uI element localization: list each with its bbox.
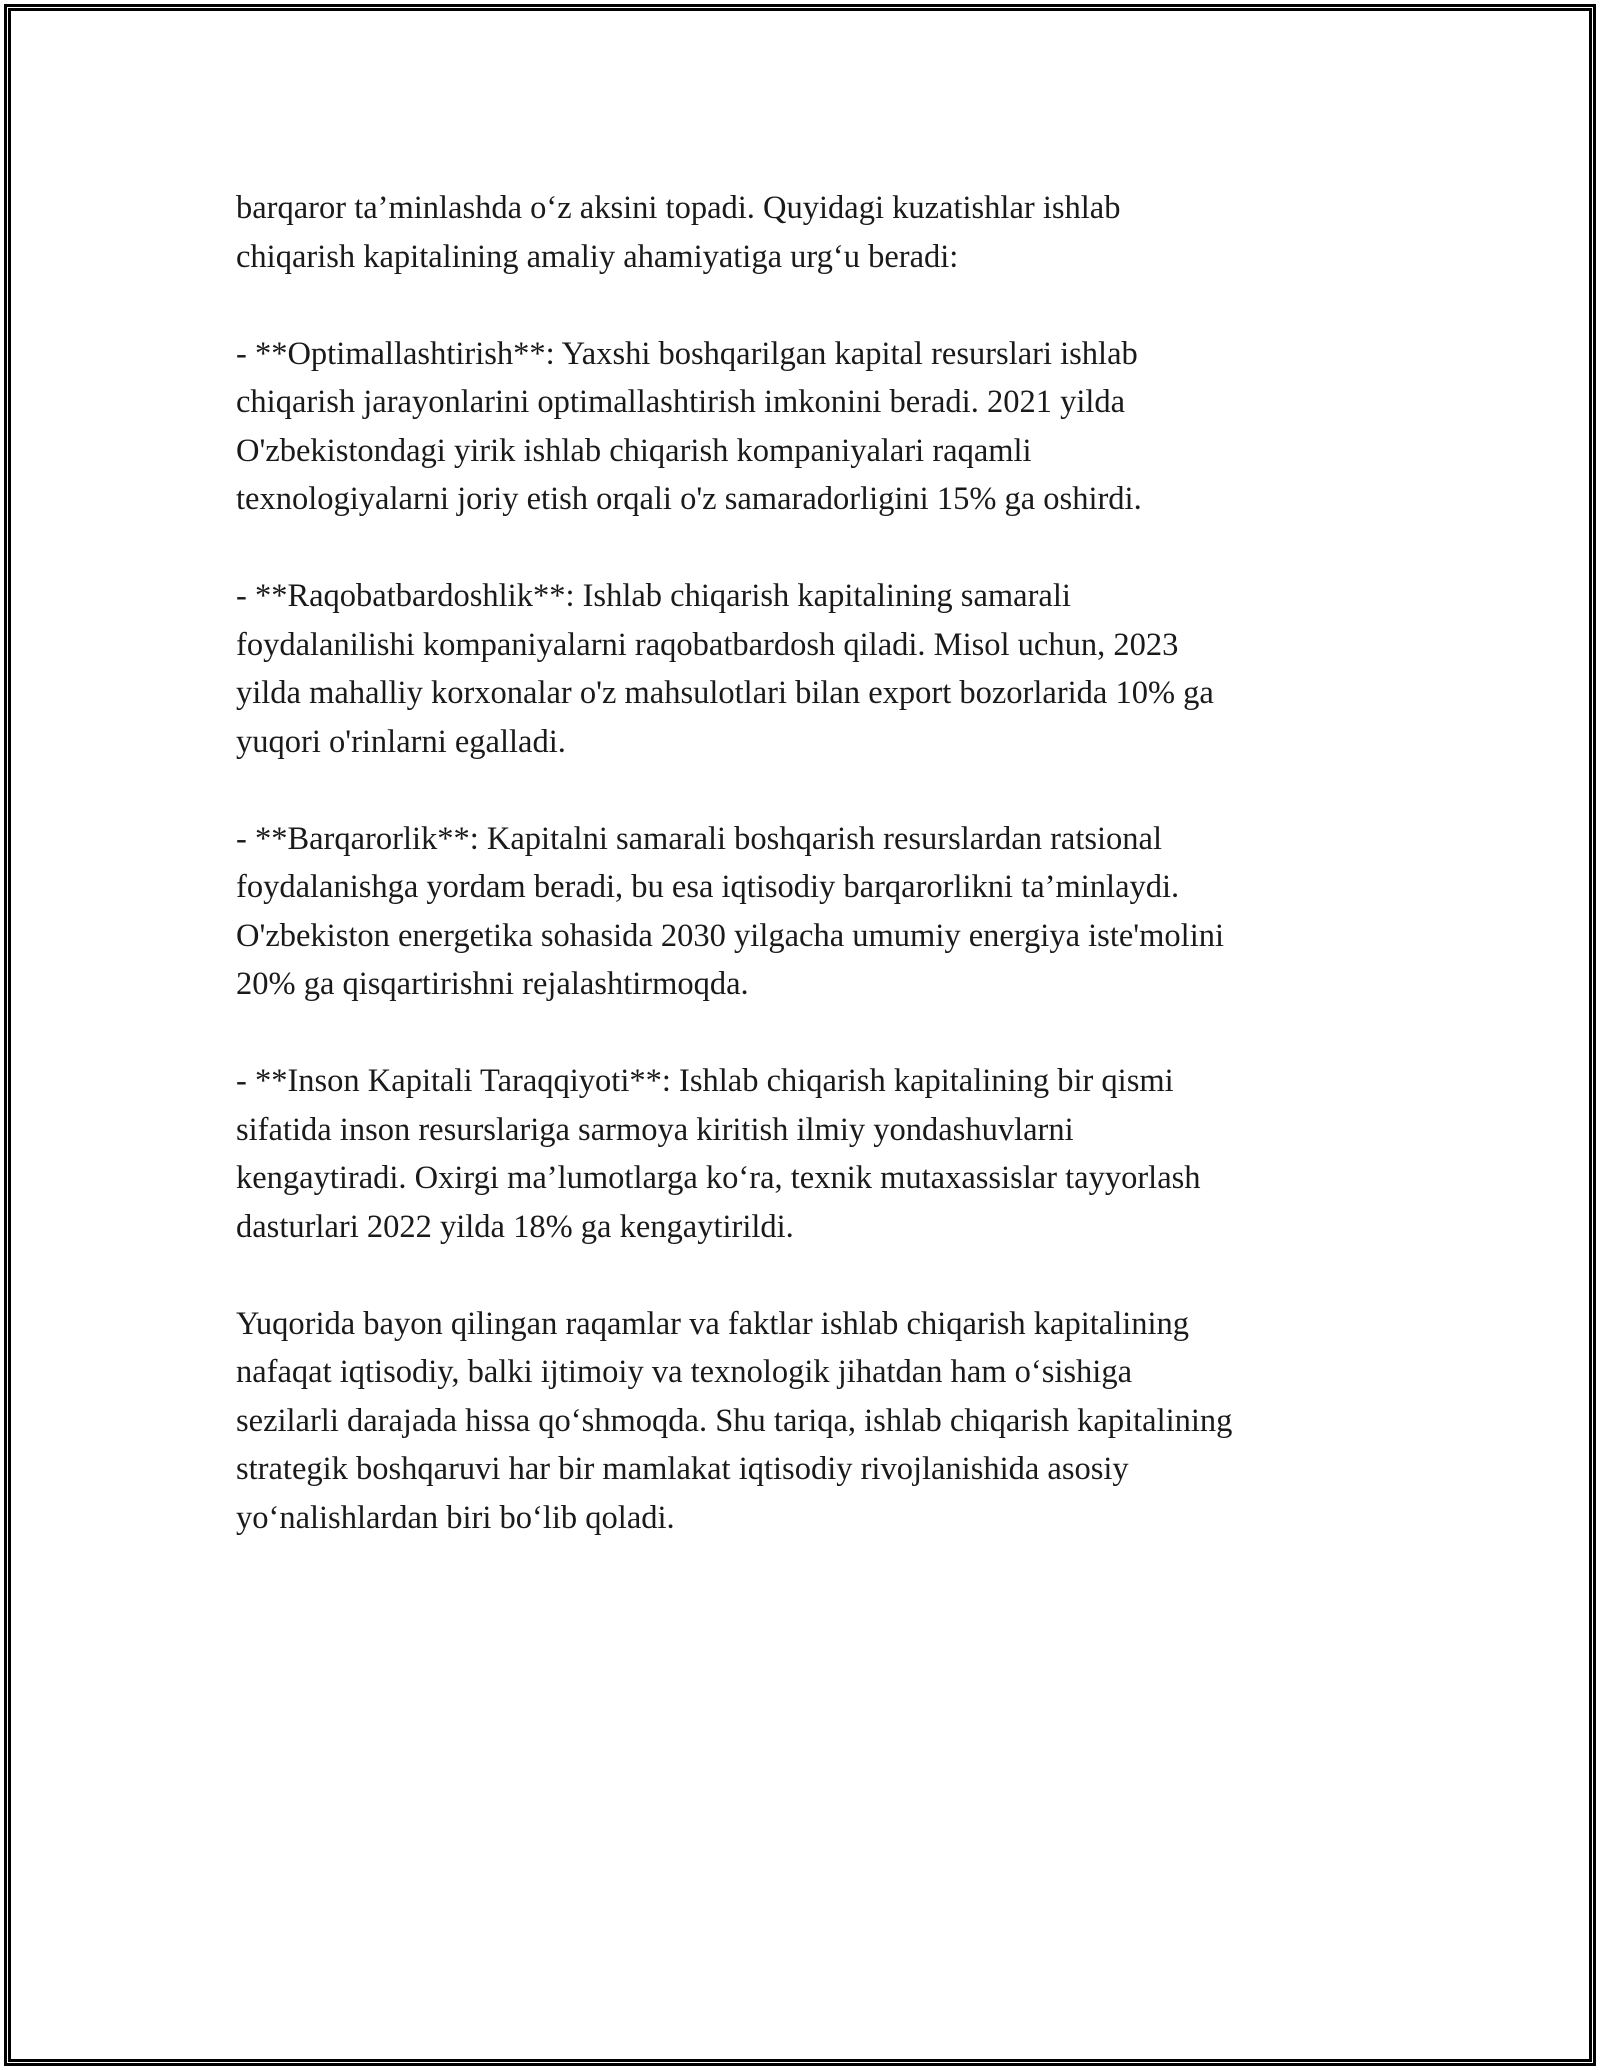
paragraph-barqarorlik: - **Barqarorlik**: Kapitalni samarali boshqarish resurslardan ratsional foydalanishga yordam beradi, bu esa iqtisodiy barqarorlikni ta’minlaydi. O'zbekiston energetika sohasida 2030 yilgacha umumiy energiya iste'molini 20% ga qisqartirishni rejalashtirmoqda. xyxy=(236,820,1224,1002)
paragraph-raqobatbardoshlik: - **Raqobatbardoshlik**: Ishlab chiqarish kapitalining samarali foydalanilishi kompaniyalarni raqobatbardosh qiladi. Misol uchun, 2023 yilda mahalliy korxonalar o'z mahsulotlari bilan export bozorlarida 10% ga yuqori o'rinlarni egalladi. xyxy=(236,578,1214,760)
paragraph-intro: barqaror ta’minlashda o‘z aksini topadi. Quyidagi kuzatishlar ishlab chiqarish kapitalining amaliy ahamiyatiga urg‘u beradi: xyxy=(236,190,1121,275)
document-body xyxy=(236,184,1376,1591)
paragraph-conclusion: Yuqorida bayon qilingan raqamlar va faktlar ishlab chiqarish kapitalining nafaqat iqtisodiy, balki ijtimoiy va texnologik jihatdan ham o‘sishiga sezilarli darajada hissa qo‘shmoqda. Shu tariqa, ishlab chiqarish kapitalining strategik boshqaruvi har bir mamlakat iqtisodiy rivojlanishida asosiy yo‘nalishlardan biri bo‘lib qoladi. xyxy=(236,1305,1233,1536)
paragraph-optimallashtirish: - **Optimallashtirish**: Yaxshi boshqarilgan kapital resurslari ishlab chiqarish jarayonlarini optimallashtirish imkonini beradi. 2021 yilda O'zbekistondagi yirik ishlab chiqarish kompaniyalari raqamli texnologiyalarni joriy etish orqali o'z samaradorligini 15% ga oshirdi. xyxy=(236,335,1142,517)
paragraph-inson-kapitali: - **Inson Kapitali Taraqqiyoti**: Ishlab chiqarish kapitalining bir qismi sifatida inson resurslariga sarmoya kiritish ilmiy yondashuvlarni kengaytiradi. Oxirgi ma’lumotlarga ko‘ra, texnik mutaxassislar tayyorlash dasturlari 2022 yilda 18% ga kengaytirildi. xyxy=(236,1063,1201,1245)
